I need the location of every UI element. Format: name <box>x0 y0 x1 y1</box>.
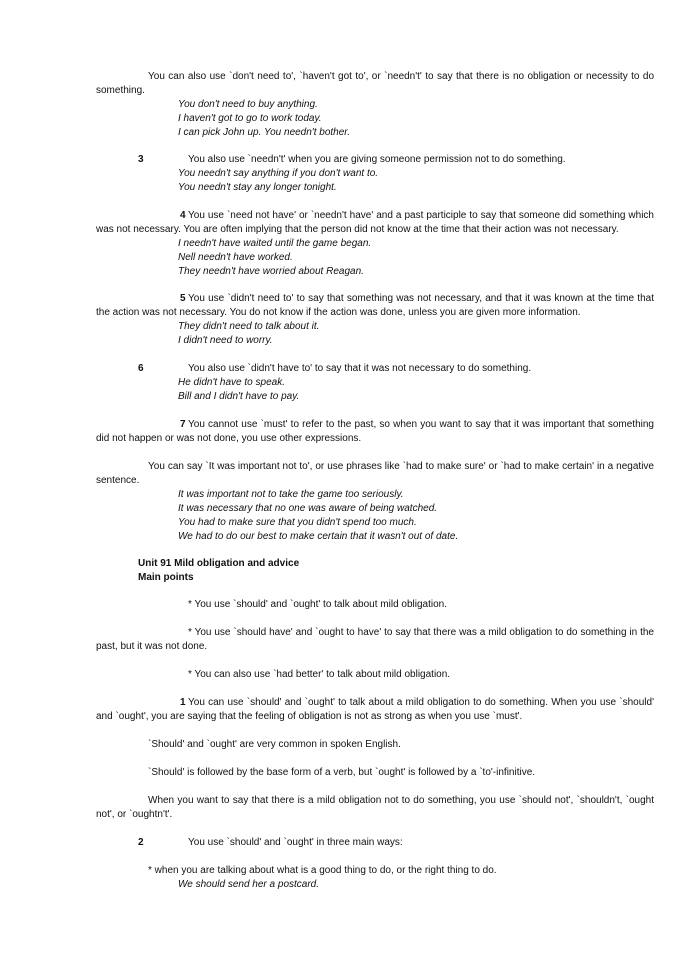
item-4-examples <box>178 237 371 279</box>
item-3-paragraph <box>138 153 654 167</box>
item-4-paragraph <box>96 209 654 237</box>
example-line: We should send her a postcard. <box>178 879 320 890</box>
unit-subtitle: Main points <box>138 572 194 583</box>
section-1-paragraph-4: When you want to say that there is a mild obligation not to do something, you use `should not', `shouldn't, `ought not', or `oughtn't'. <box>96 795 654 820</box>
item-7b-examples <box>178 488 458 544</box>
item-text: You use `didn't need to' to say that something was not necessary, and that it was known at the time that the action was not necessary. You do not know if the action was done, unless you are given more information. <box>96 293 654 318</box>
section-text: You use `should' and `ought' in three main ways: <box>188 837 403 848</box>
item-3-examples <box>178 167 378 195</box>
section-number: 2 <box>138 837 144 848</box>
example-line: He didn't have to speak. <box>178 377 285 388</box>
item-number: 5 <box>180 293 186 304</box>
main-point: * You use `should' and `ought' to talk about mild obligation. <box>188 599 447 610</box>
item-text: You use `need not have' or `needn't have' and a past participle to say that someone did something which was not necessary. You are often implying that the person did not know at the time that their action was not necessary. <box>96 210 654 235</box>
example-line: They didn't need to talk about it. <box>178 321 320 332</box>
unit-title: Unit 91 Mild obligation and advice <box>138 558 300 569</box>
section-number: 1 <box>180 697 186 708</box>
item-7-paragraph <box>96 418 654 446</box>
section-1-paragraph-2: `Should' and `ought' are very common in spoken English. <box>148 739 401 750</box>
item-6-paragraph <box>138 362 654 376</box>
intro-paragraph: You can also use `don't need to', `haven't got to', or `needn't' to say that there is no obligation or necessity to do something. <box>96 71 654 96</box>
example-line: I didn't need to worry. <box>178 335 273 346</box>
unit-heading <box>138 557 299 585</box>
example-line: It was important not to take the game too seriously. <box>178 489 404 500</box>
example-line: I needn't have waited until the game began. <box>178 238 372 249</box>
item-5-paragraph <box>96 292 654 320</box>
example-line: They needn't have worried about Reagan. <box>178 266 364 277</box>
example-line: We had to do our best to make certain that it wasn't out of date. <box>178 531 459 542</box>
item-7b-paragraph: You can say `It was important not to', or use phrases like `had to make sure' or `had to make certain' in a negative sentence. <box>96 461 654 486</box>
item-text: You also use `needn't' when you are giving someone permission not to do something. <box>188 154 566 165</box>
main-point: * You can also use `had better' to talk about mild obligation. <box>188 669 451 680</box>
example-line: I haven't got to go to work today. <box>178 113 322 124</box>
section-1-paragraph <box>96 696 654 724</box>
item-number: 3 <box>138 154 144 165</box>
item-number: 4 <box>180 210 186 221</box>
example-line: It was necessary that no one was aware of being watched. <box>178 503 438 514</box>
example-line: You needn't say anything if you don't want to. <box>178 168 379 179</box>
main-point: * You use `should have' and `ought to have' to say that there was a mild obligation to do something in the past, but it was not done. <box>96 627 654 652</box>
section-text: You can use `should' and `ought' to talk about a mild obligation to do something. When you use `should' and `ought', you are saying that the feeling of obligation is not as strong as when you use `must'. <box>96 697 654 722</box>
example-line: Nell needn't have worked. <box>178 252 293 263</box>
section-1-paragraph-3: `Should' is followed by the base form of a verb, but `ought' is followed by a `to'-infinitive. <box>148 767 536 778</box>
example-line: You don't need to buy anything. <box>178 99 318 110</box>
example-line: You needn't stay any longer tonight. <box>178 182 337 193</box>
example-line: Bill and I didn't have to pay. <box>178 391 300 402</box>
example-line: You had to make sure that you didn't spend too much. <box>178 517 417 528</box>
section-2-examples <box>178 878 319 892</box>
item-text: You also use `didn't have to' to say that it was not necessary to do something. <box>188 363 532 374</box>
section-2-bullet: * when you are talking about what is a good thing to do, or the right thing to do. <box>148 865 497 876</box>
item-number: 7 <box>180 419 186 430</box>
item-6-examples <box>178 376 299 404</box>
item-number: 6 <box>138 363 144 374</box>
intro-examples <box>178 98 350 140</box>
section-2-paragraph <box>138 836 654 850</box>
example-line: I can pick John up. You needn't bother. <box>178 127 351 138</box>
item-5-examples <box>178 320 319 348</box>
item-text: You cannot use `must' to refer to the past, so when you want to say that it was important that something did not happen or was not done, you use other expressions. <box>96 419 654 444</box>
